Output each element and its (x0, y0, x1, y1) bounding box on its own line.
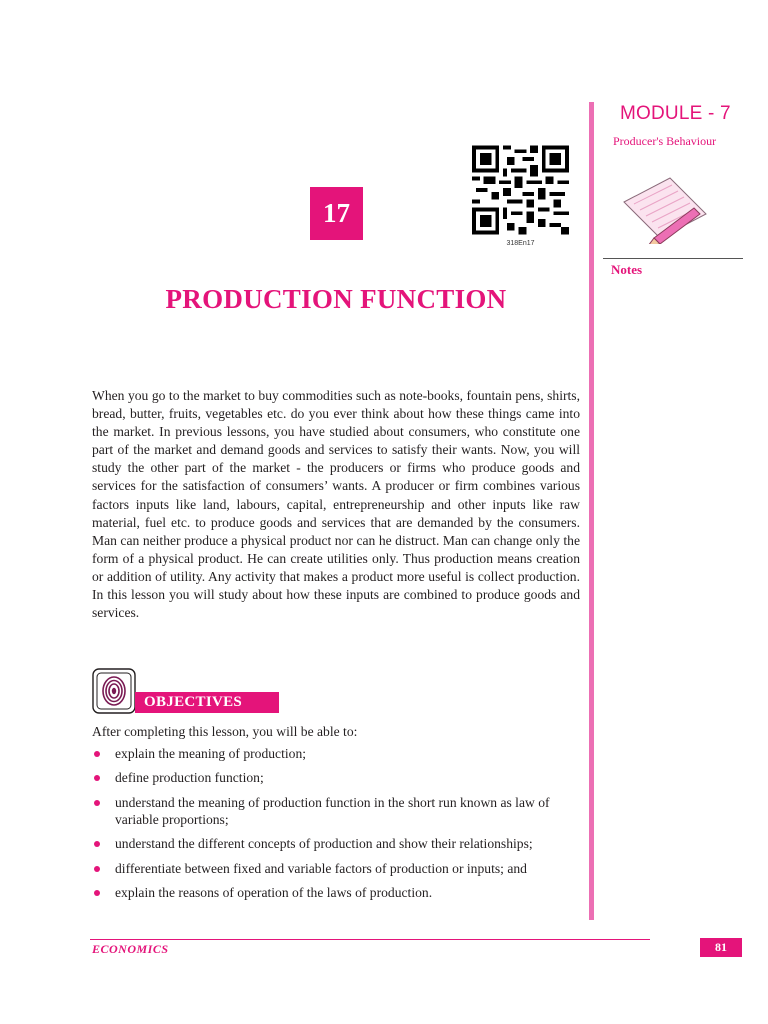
qr-code-label: 318En17 (506, 240, 535, 247)
list-item: understand the different concepts of production and show their relationships; (92, 835, 584, 852)
list-item: differentiate between fixed and variable factors of production or inputs; and (92, 860, 584, 877)
chapter-title: PRODUCTION FUNCTION (165, 284, 507, 314)
notes-label: Notes (611, 262, 643, 277)
bullet-icon (94, 841, 100, 847)
bullet-icon (94, 890, 100, 896)
margin-rule (589, 102, 594, 920)
module-subtitle: Producer's Behaviour (613, 134, 717, 148)
bullet-icon (94, 775, 100, 781)
list-item: explain the reasons of operation of the laws of production. (92, 884, 584, 901)
footer-rule (90, 939, 650, 940)
module-title: MODULE - 7 (620, 103, 731, 124)
list-item: understand the meaning of production function in the short run known as law of variable proportions; (92, 794, 584, 828)
target-icon (92, 668, 136, 714)
intro-paragraph: When you go to the market to buy commodities such as note-books, fountain pens, shirts, bread, butter, fruits, vegetables etc. do you ever think about how these things came into the market. In previous lessons, you have studied about consumers, who constitute one part of the market and demand goods and services to satisfy their wants. Now, you will study the other part of the market - the producers or firms who produce goods and services for the satisfaction of consumers’ wants. A producer or firm combines various factors inputs like land, labours, capital, entrepreneurship and other inputs like raw material, fuel etc. to produce goods and services that are demanded by the consumers. Man can neither produce a physical product nor can he distruct. Man can change only the form of a physical product. He can create utilities only. Thus production means creation or addition of utility. Any activity that makes a product more useful is collect production. In this lesson you will study about how these inputs are combined to produce goods and services. (92, 388, 580, 621)
page-number: 81 (700, 938, 742, 957)
objectives-list (92, 745, 584, 908)
qr-code-icon (472, 145, 569, 235)
list-item: define production function; (92, 769, 584, 786)
notes-rule (603, 258, 743, 259)
bullet-icon (94, 800, 100, 806)
objectives-intro: After completing this lesson, you will be able to: (92, 724, 358, 739)
notes-pad-pencil-icon (620, 172, 710, 244)
list-item: explain the meaning of production; (92, 745, 584, 762)
chapter-number: 17 (310, 187, 363, 240)
bullet-icon (94, 866, 100, 872)
objectives-heading: OBJECTIVES (144, 694, 243, 710)
bullet-icon (94, 751, 100, 757)
footer-subject: ECONOMICS (92, 942, 169, 956)
